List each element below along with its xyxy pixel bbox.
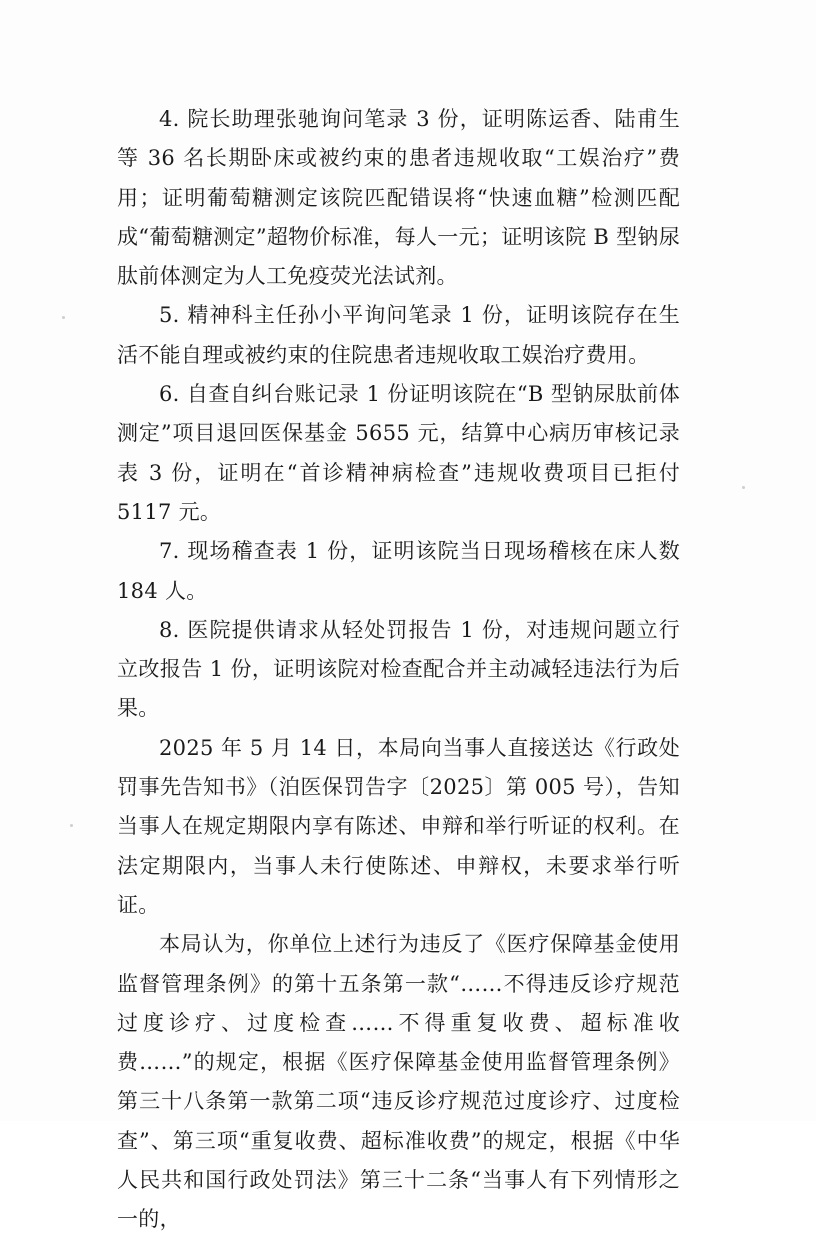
document-body: [117, 100, 680, 1240]
paragraph-evidence-6: 6. 自查自纠台账记录 1 份证明该院在“B 型钠尿肽前体测定”项目退回医保基金 5655 元，结算中心病历审核记录表 3 份，证明在“首诊精神病检查”违规收费项目已拒付 5117 元。: [117, 382, 680, 524]
paragraph-evidence-8: 8. 医院提供请求从轻处罚报告 1 份，对违规问题立行立改报告 1 份，证明该院对检查配合并主动减轻违法行为后果。: [117, 617, 680, 721]
paragraph-notice-delivery: 2025 年 5 月 14 日，本局向当事人直接送达《行政处罚事先告知书》（泊医保罚告字〔2025〕第 005 号），告知当事人在规定期限内享有陈述、申辩和举行听证的权利。在法定期限内，当事人未行使陈述、申辩权，未要求举行听证。: [117, 735, 680, 917]
scan-speck: [62, 316, 65, 319]
paragraph-evidence-7: 7. 现场稽查表 1 份，证明该院当日现场稽核在床人数 184 人。: [117, 539, 680, 603]
paragraph-evidence-5: 5. 精神科主任孙小平询问笔录 1 份，证明该院存在生活不能自理或被约束的住院患者违规收取工娱治疗费用。: [117, 303, 680, 367]
scan-speck: [742, 486, 745, 489]
scan-speck: [70, 824, 73, 827]
paragraph-legal-finding: 本局认为，你单位上述行为违反了《医疗保障基金使用监督管理条例》的第十五条第一款“……不得违反诊疗规范过度诊疗、过度检查……不得重复收费、超标准收费……”的规定，根据《医疗保障基金使用监督管理条例》第三十八条第一款第二项“违反诊疗规范过度诊疗、过度检查”、第三项“重复收费、超标准收费”的规定，根据《中华人民共和国行政处罚法》第三十二条“当事人有下列情形之一的，: [117, 932, 680, 1232]
paragraph-evidence-4: 4. 院长助理张驰询问笔录 3 份，证明陈运香、陆甫生等 36 名长期卧床或被约束的患者违规收取“工娱治疗”费用；证明葡萄糖测定该院匹配错误将“快速血糖”检测匹配成“葡萄糖测定”超物价标准，每人一元；证明该院 B 型钠尿肽前体测定为人工免疫荧光法试剂。: [117, 107, 680, 289]
